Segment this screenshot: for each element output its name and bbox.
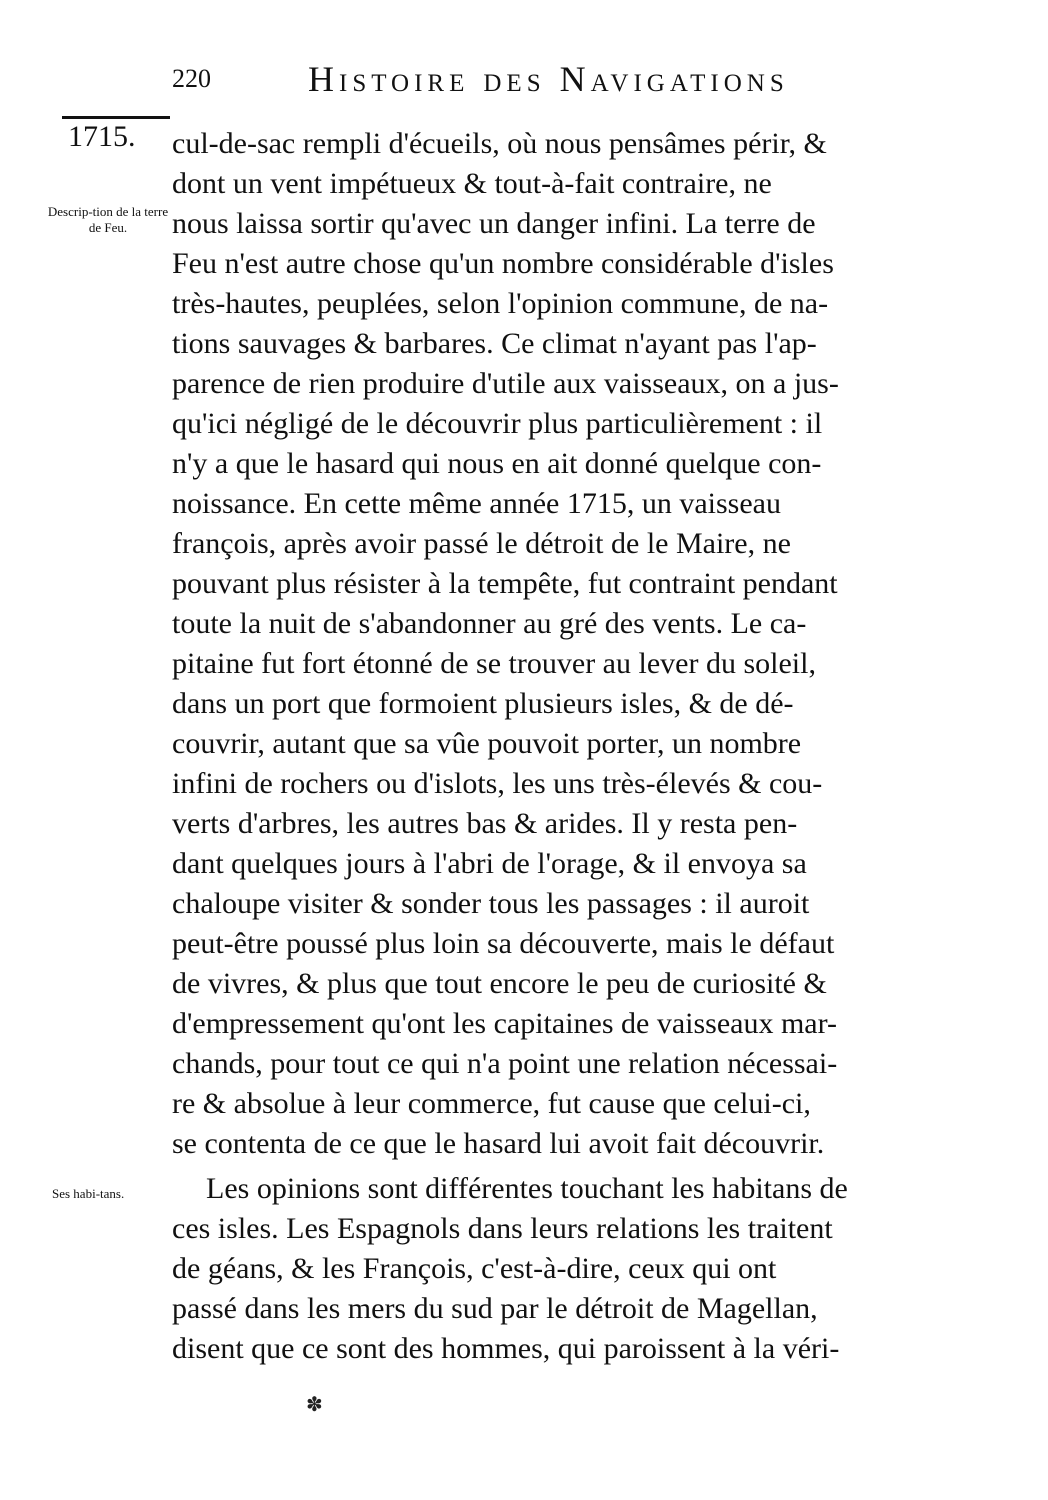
text-line: couvrir, autant que sa vûe pouvoit porter, un nombre [172, 727, 802, 760]
text-line: verts d'arbres, les autres bas & arides. Il y resta pen- [172, 807, 798, 840]
text-line: pouvant plus résister à la tempête, fut contraint pendant [172, 567, 838, 600]
text-line: très-hautes, peuplées, selon l'opinion commune, de na- [172, 287, 829, 320]
text-line: peut-être poussé plus loin sa découverte, mais le défaut [172, 927, 835, 960]
text-line: passé dans les mers du sud par le détroit de Magellan, [172, 1292, 818, 1325]
text-line: toute la nuit de s'abandonner au gré des vents. Le ca- [172, 607, 807, 640]
text-line: nous laissa sortir qu'avec un danger infini. La terre de [172, 207, 816, 240]
text-line: dont un vent impétueux & tout-à-fait contraire, ne [172, 167, 772, 200]
text-line: cul-de-sac rempli d'écueils, où nous pensâmes périr, & [172, 127, 827, 160]
year-rule [62, 116, 170, 119]
text-line: infini de rochers ou d'islots, les uns très-élevés & cou- [172, 767, 823, 800]
marginal-note-inhabitants: Ses habi-tans. [52, 1186, 125, 1201]
text-line: re & absolue à leur commerce, fut cause que celui-ci, [172, 1087, 811, 1120]
page-number: 220 [172, 64, 211, 93]
running-title: Histoire des Navigations [308, 59, 789, 99]
text-line: d'empressement qu'ont les capitaines de vaisseaux mar- [172, 1007, 837, 1040]
text-line: tions sauvages & barbares. Ce climat n'ayant pas l'ap- [172, 327, 817, 360]
text-line: dans un port que formoient plusieurs isles, & de dé- [172, 687, 794, 720]
text-line: chaloupe visiter & sonder tous les passages : il auroit [172, 887, 810, 920]
text-line: de géans, & les François, c'est-à-dire, ceux qui ont [172, 1252, 777, 1285]
text-line: se contenta de ce que le hasard lui avoit fait découvrir. [172, 1127, 825, 1160]
text-line: Feu n'est autre chose qu'un nombre considérable d'isles [172, 247, 834, 280]
text-line: Les opinions sont différentes touchant les habitans de [206, 1172, 848, 1205]
text-line: françois, après avoir passé le détroit de le Maire, ne [172, 527, 791, 560]
text-line: dant quelques jours à l'abri de l'orage, & il envoya sa [172, 847, 807, 880]
text-line: ces isles. Les Espagnols dans leurs relations les traitent [172, 1212, 833, 1245]
footer-ornament: ✽ [306, 1394, 323, 1416]
text-line: qu'ici négligé de le découvrir plus particulièrement : il [172, 407, 823, 440]
text-line: de vivres, & plus que tout encore le peu de curiosité & [172, 967, 827, 1000]
text-line: disent que ce sont des hommes, qui paroissent à la véri- [172, 1332, 840, 1365]
text-line: pitaine fut fort étonné de se trouver au lever du soleil, [172, 647, 816, 680]
text-line: n'y a que le hasard qui nous en ait donné quelque con- [172, 447, 822, 480]
text-line: parence de rien produire d'utile aux vaisseaux, on a jus- [172, 367, 839, 400]
marginal-note-description: Descrip-tion de la terre de Feu. [47, 204, 169, 235]
text-line: chands, pour tout ce qui n'a point une relation nécessai- [172, 1047, 838, 1080]
text-line: noissance. En cette même année 1715, un vaisseau [172, 487, 781, 520]
page-header [170, 58, 940, 98]
margin-year: 1715. [68, 120, 136, 153]
